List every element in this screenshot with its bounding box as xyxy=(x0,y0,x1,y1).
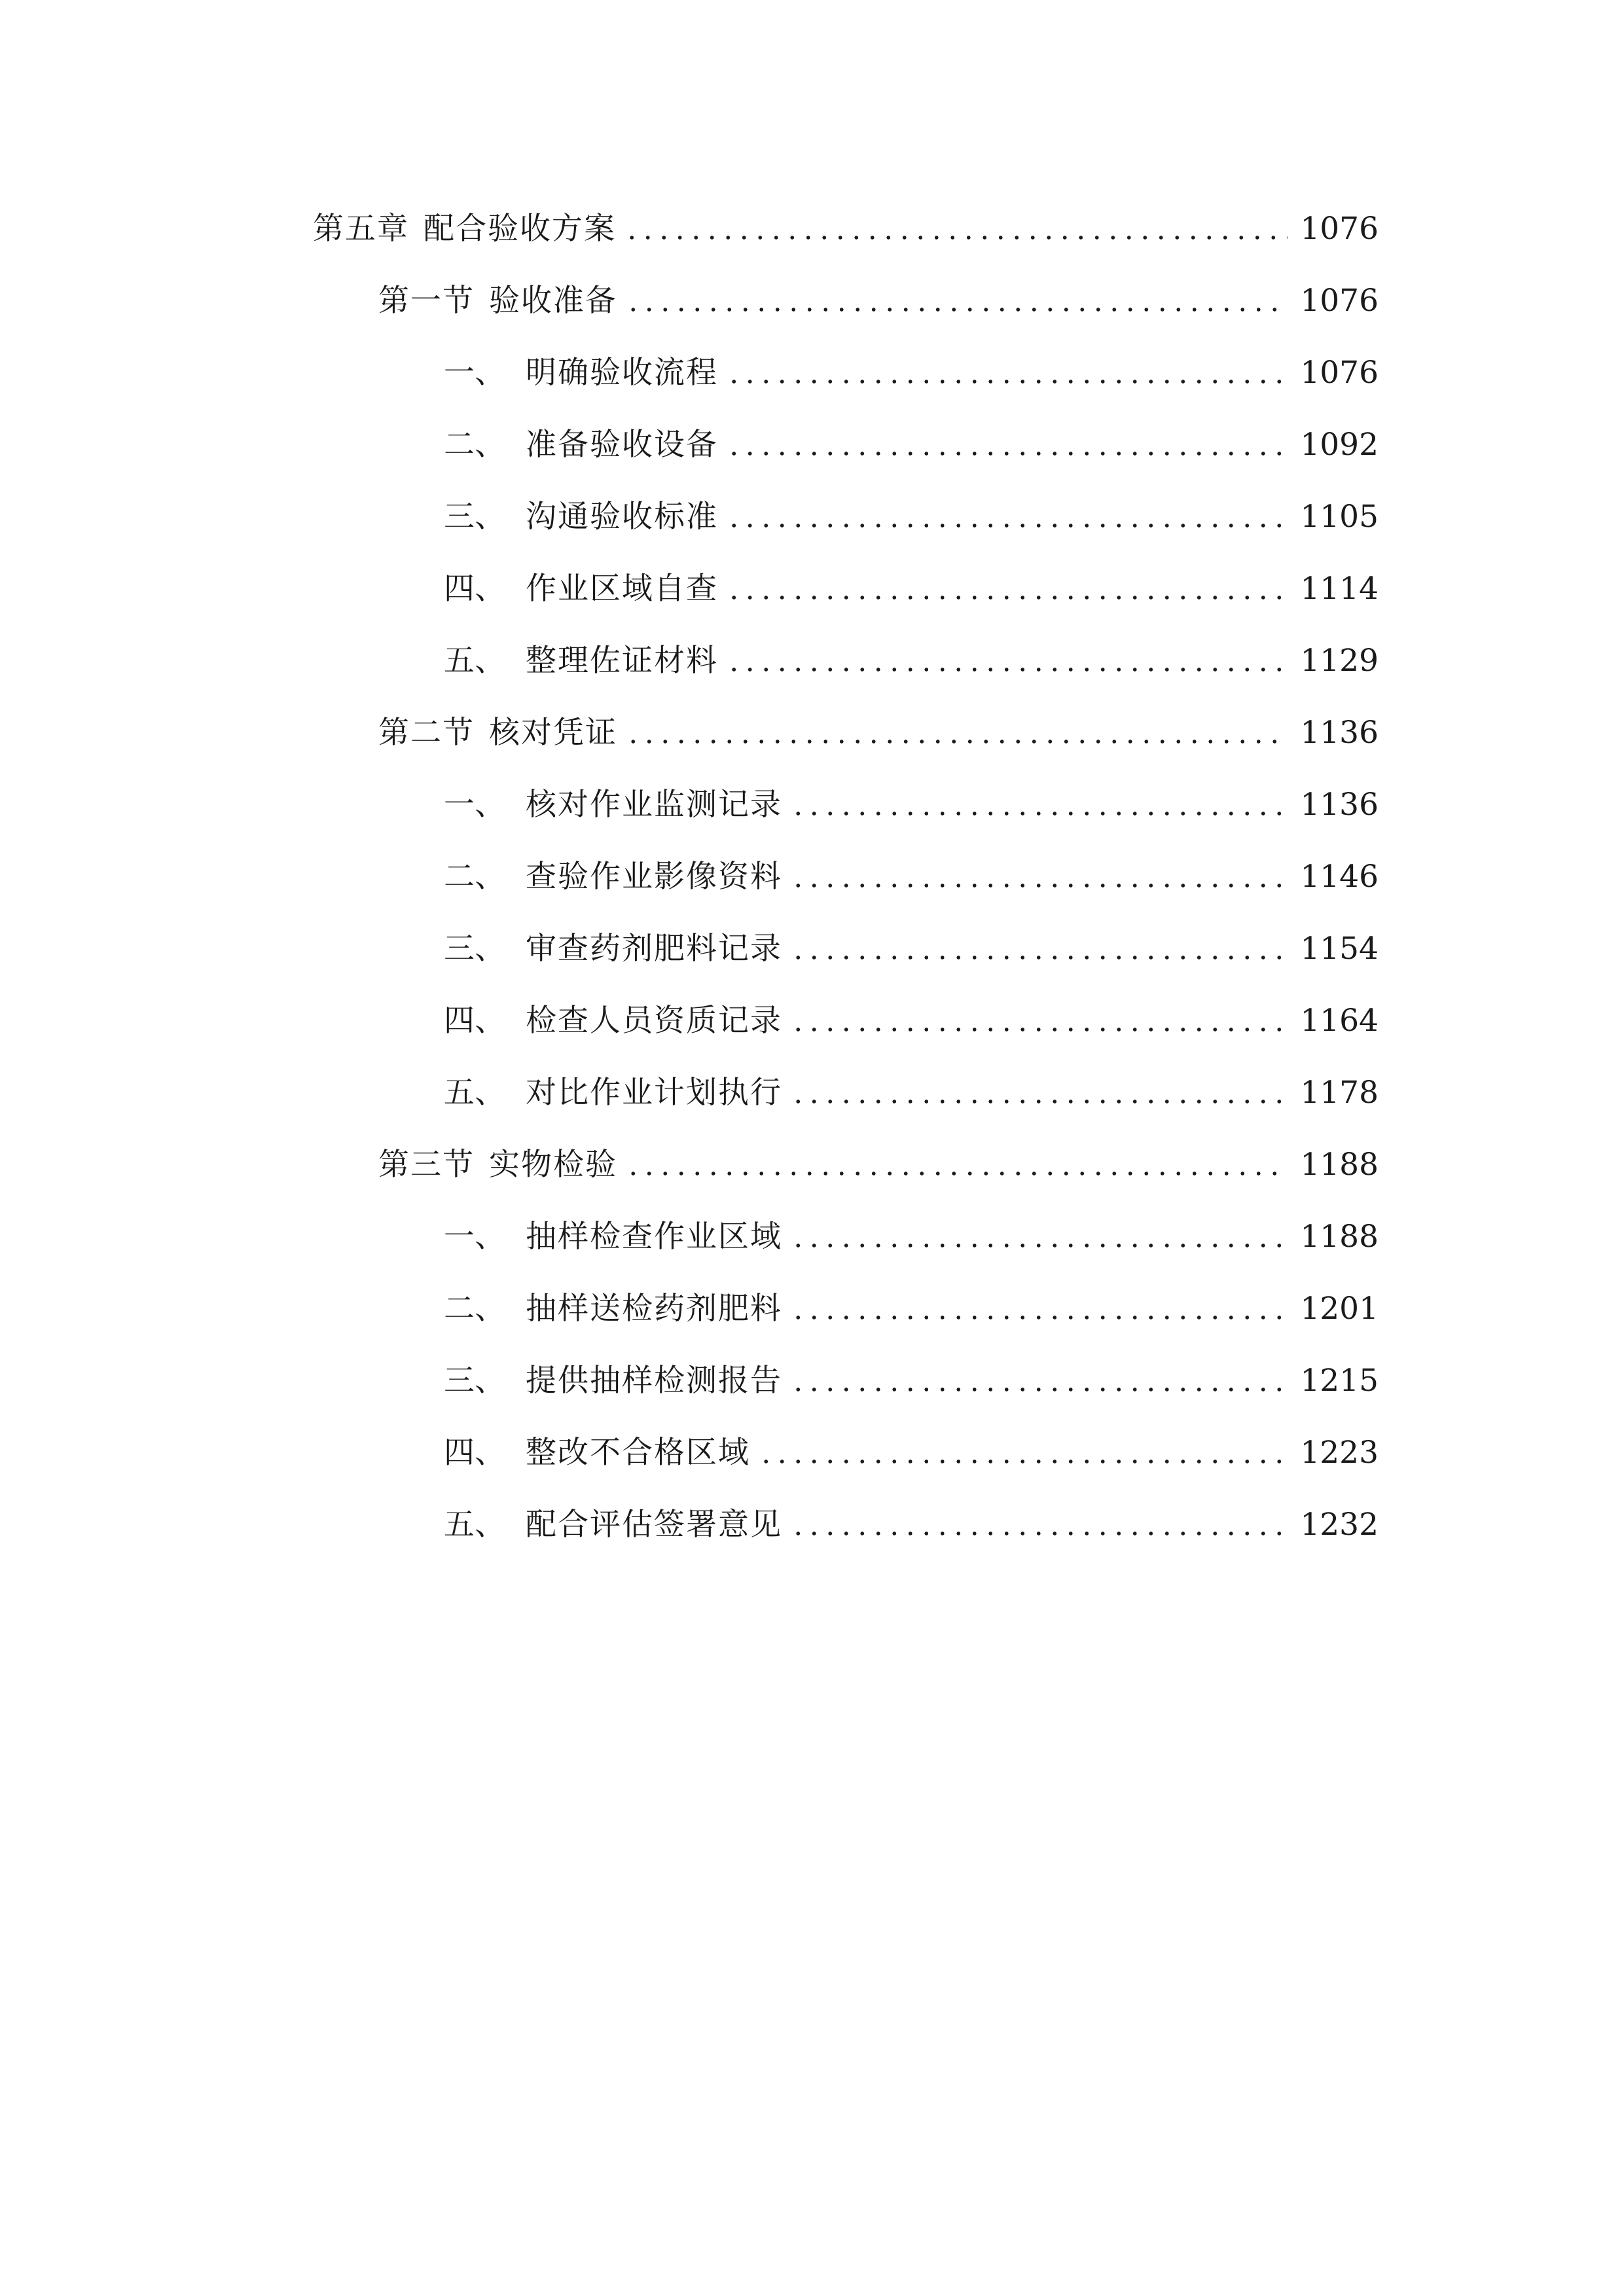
dot-leader xyxy=(623,707,1288,759)
page-number: 1076 xyxy=(1300,211,1379,247)
dot-leader xyxy=(755,1427,1288,1479)
page-number: 1188 xyxy=(1300,1147,1379,1183)
item-title: 抽样送检药剂肥料 xyxy=(526,1291,782,1327)
chapter-title: 配合验收方案 xyxy=(424,211,616,247)
page-number: 1223 xyxy=(1300,1435,1379,1471)
item-number: 三、 xyxy=(444,1363,505,1399)
toc-section-2[interactable] xyxy=(378,707,1379,759)
dot-leader xyxy=(787,995,1288,1047)
item-title: 审查药剂肥料记录 xyxy=(526,931,782,967)
toc-item[interactable] xyxy=(444,1499,1379,1551)
item-number: 四、 xyxy=(444,1003,505,1039)
item-title: 配合评估签署意见 xyxy=(526,1507,782,1543)
dot-leader xyxy=(787,1283,1288,1335)
toc-item[interactable] xyxy=(444,1355,1379,1407)
toc-item[interactable] xyxy=(444,1211,1379,1263)
item-number: 五、 xyxy=(444,1075,505,1111)
page-number: 1136 xyxy=(1300,715,1379,751)
page-number: 1076 xyxy=(1300,283,1379,319)
page-number: 1178 xyxy=(1300,1075,1379,1111)
item-number: 一、 xyxy=(444,1219,505,1255)
toc-item[interactable] xyxy=(444,635,1379,687)
page-number: 1105 xyxy=(1300,499,1379,535)
item-title: 提供抽样检测报告 xyxy=(526,1363,782,1399)
dot-leader xyxy=(787,779,1288,831)
dot-leader xyxy=(787,1355,1288,1407)
item-number: 二、 xyxy=(444,1291,505,1327)
item-number: 五、 xyxy=(444,643,505,679)
page-number: 1232 xyxy=(1300,1507,1379,1543)
page-number: 1136 xyxy=(1300,787,1379,823)
item-title: 明确验收流程 xyxy=(526,355,718,391)
dot-leader xyxy=(623,275,1288,327)
toc-section-3[interactable] xyxy=(378,1139,1379,1191)
item-number: 四、 xyxy=(444,571,505,607)
dot-leader xyxy=(787,1211,1288,1263)
toc-item[interactable] xyxy=(444,995,1379,1047)
section-title: 核对凭证 xyxy=(489,715,617,751)
item-number: 一、 xyxy=(444,355,505,391)
page-number: 1146 xyxy=(1300,859,1379,895)
toc-section-1[interactable] xyxy=(378,275,1379,327)
item-title: 准备验收设备 xyxy=(526,427,718,463)
page-number: 1164 xyxy=(1300,1003,1379,1039)
dot-leader xyxy=(787,851,1288,903)
item-number: 五、 xyxy=(444,1507,505,1543)
page-number: 1114 xyxy=(1300,571,1379,607)
dot-leader xyxy=(723,635,1288,687)
dot-leader xyxy=(723,491,1288,543)
page-number: 1092 xyxy=(1300,427,1379,463)
page-number: 1215 xyxy=(1300,1363,1379,1399)
section-title: 实物检验 xyxy=(489,1147,617,1183)
page-number: 1201 xyxy=(1300,1291,1379,1327)
toc-item[interactable] xyxy=(444,491,1379,543)
dot-leader xyxy=(621,203,1288,255)
toc-item[interactable] xyxy=(444,1067,1379,1119)
page-number: 1129 xyxy=(1300,643,1379,679)
dot-leader xyxy=(787,923,1288,975)
page-number: 1076 xyxy=(1300,355,1379,391)
item-title: 抽样检查作业区域 xyxy=(526,1219,782,1255)
item-number: 三、 xyxy=(444,499,505,535)
toc-item[interactable] xyxy=(444,851,1379,903)
section-number: 第一节 xyxy=(378,283,475,319)
toc-item[interactable] xyxy=(444,923,1379,975)
item-title: 作业区域自查 xyxy=(526,571,718,607)
dot-leader xyxy=(787,1067,1288,1119)
item-title: 整理佐证材料 xyxy=(526,643,718,679)
toc-item[interactable] xyxy=(444,563,1379,615)
toc-item[interactable] xyxy=(444,347,1379,399)
item-title: 整改不合格区域 xyxy=(526,1435,750,1471)
item-title: 查验作业影像资料 xyxy=(526,859,782,895)
toc-item[interactable] xyxy=(444,419,1379,471)
item-number: 一、 xyxy=(444,787,505,823)
dot-leader xyxy=(623,1139,1288,1191)
section-number: 第二节 xyxy=(378,715,475,751)
page-number: 1154 xyxy=(1300,931,1379,967)
toc-item[interactable] xyxy=(444,1427,1379,1479)
dot-leader xyxy=(723,347,1288,399)
item-number: 二、 xyxy=(444,427,505,463)
item-title: 沟通验收标准 xyxy=(526,499,718,535)
item-title: 核对作业监测记录 xyxy=(526,787,782,823)
dot-leader xyxy=(787,1499,1288,1551)
section-title: 验收准备 xyxy=(489,283,617,319)
dot-leader xyxy=(723,419,1288,471)
item-number: 四、 xyxy=(444,1435,505,1471)
chapter-number: 第五章 xyxy=(313,211,409,247)
item-number: 三、 xyxy=(444,931,505,967)
item-number: 二、 xyxy=(444,859,505,895)
toc-item[interactable] xyxy=(444,1283,1379,1335)
page-number: 1188 xyxy=(1300,1219,1379,1255)
section-number: 第三节 xyxy=(378,1147,475,1183)
toc-chapter-5[interactable] xyxy=(313,203,1379,255)
item-title: 检查人员资质记录 xyxy=(526,1003,782,1039)
item-title: 对比作业计划执行 xyxy=(526,1075,782,1111)
toc-item[interactable] xyxy=(444,779,1379,831)
dot-leader xyxy=(723,563,1288,615)
